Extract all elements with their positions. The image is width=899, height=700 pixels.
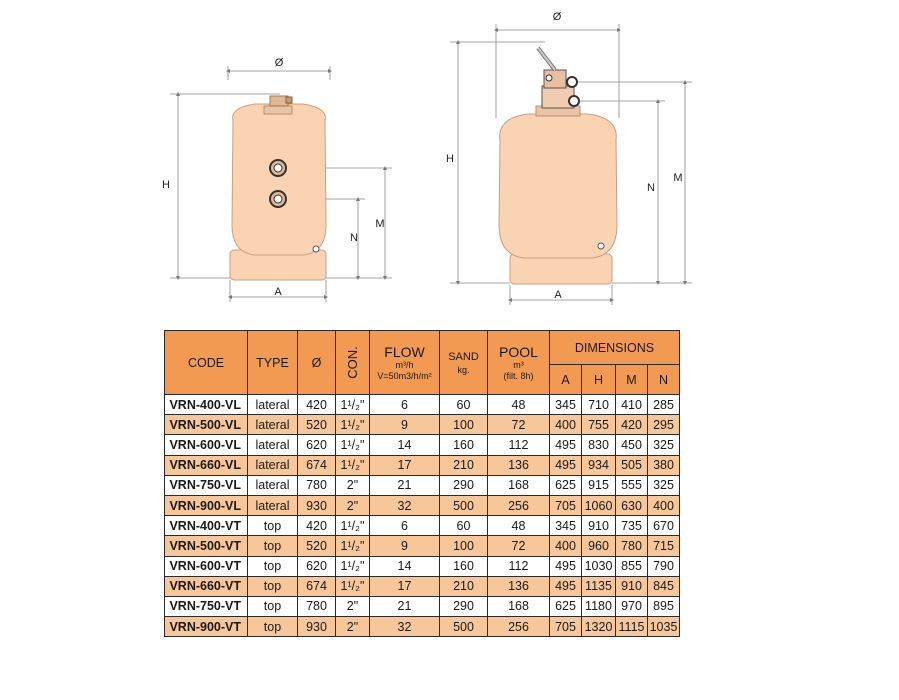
cell-n: 380 — [648, 455, 680, 475]
col-h-header: H — [582, 365, 616, 395]
cell-m: 555 — [616, 475, 648, 495]
cell-pool: 136 — [488, 455, 550, 475]
cell-flow: 21 — [370, 596, 440, 616]
pool-label: POOL — [499, 343, 538, 360]
cell-con: 1¹/₂" — [336, 455, 370, 475]
left-height-label: H — [162, 179, 170, 191]
cell-n: 1035 — [648, 617, 680, 637]
cell-code: VRN-500-VL — [165, 415, 248, 435]
cell-h: 915 — [582, 475, 616, 495]
cell-type: top — [248, 596, 298, 616]
table-row — [165, 596, 680, 616]
col-n-header: N — [648, 365, 680, 395]
cell-m: 855 — [616, 556, 648, 576]
cell-m: 735 — [616, 516, 648, 536]
table-row — [165, 536, 680, 556]
cell-m: 970 — [616, 596, 648, 616]
cell-flow: 6 — [370, 395, 440, 415]
cell-a: 400 — [550, 536, 582, 556]
right-diameter-label: Ø — [552, 11, 562, 23]
cell-h: 960 — [582, 536, 616, 556]
cell-h: 910 — [582, 516, 616, 536]
cell-pool: 136 — [488, 576, 550, 596]
cell-code: VRN-600-VL — [165, 435, 248, 455]
cell-a: 495 — [550, 556, 582, 576]
left-m-label: M — [375, 218, 385, 230]
cell-sand: 100 — [440, 415, 488, 435]
table-row — [165, 576, 680, 596]
cell-pool: 168 — [488, 475, 550, 495]
cell-code: VRN-660-VT — [165, 576, 248, 596]
cell-type: top — [248, 617, 298, 637]
cell-sand: 60 — [440, 516, 488, 536]
cell-code: VRN-900-VT — [165, 617, 248, 637]
cell-m: 505 — [616, 455, 648, 475]
cell-d: 674 — [298, 455, 336, 475]
lateral-filter-drawing — [162, 57, 392, 302]
table-row — [165, 556, 680, 576]
cell-pool: 256 — [488, 495, 550, 515]
cell-a: 345 — [550, 516, 582, 536]
cell-sand: 160 — [440, 556, 488, 576]
cell-m: 420 — [616, 415, 648, 435]
cell-sand: 60 — [440, 395, 488, 415]
con-label: CON. — [345, 346, 360, 379]
col-con-header — [336, 331, 370, 395]
cell-m: 780 — [616, 536, 648, 556]
cell-sand: 290 — [440, 596, 488, 616]
cell-flow: 21 — [370, 475, 440, 495]
flow-label: FLOW — [384, 343, 425, 360]
table-row — [165, 475, 680, 495]
col-type-header: TYPE — [248, 331, 298, 395]
table-row — [165, 495, 680, 515]
cell-type: lateral — [248, 395, 298, 415]
cell-code: VRN-500-VT — [165, 536, 248, 556]
cell-pool: 112 — [488, 435, 550, 455]
col-diameter-header: Ø — [298, 331, 336, 395]
cell-pool: 112 — [488, 556, 550, 576]
cell-d: 780 — [298, 475, 336, 495]
cell-con: 1¹/₂" — [336, 435, 370, 455]
filter-spec-table — [164, 330, 680, 637]
left-diameter-label: Ø — [274, 57, 284, 69]
cell-n: 400 — [648, 495, 680, 515]
cell-sand: 210 — [440, 576, 488, 596]
sand-label: SAND — [448, 351, 479, 363]
cell-a: 495 — [550, 576, 582, 596]
pool-note: (filt. 8h) — [503, 370, 534, 381]
col-pool-header — [488, 331, 550, 395]
cell-h: 830 — [582, 435, 616, 455]
cell-flow: 14 — [370, 435, 440, 455]
cell-m: 410 — [616, 395, 648, 415]
sand-unit: kg. — [457, 365, 470, 375]
cell-n: 790 — [648, 556, 680, 576]
flow-note: V=50m3/h/m² — [377, 370, 432, 381]
col-flow-header — [370, 331, 440, 395]
cell-h: 710 — [582, 395, 616, 415]
cell-pool: 48 — [488, 516, 550, 536]
cell-type: lateral — [248, 495, 298, 515]
cell-code: VRN-750-VT — [165, 596, 248, 616]
cell-flow: 17 — [370, 576, 440, 596]
cell-flow: 32 — [370, 617, 440, 637]
cell-code: VRN-750-VL — [165, 475, 248, 495]
cell-con: 1¹/₂" — [336, 536, 370, 556]
pool-unit: m³ — [513, 359, 524, 370]
cell-d: 620 — [298, 435, 336, 455]
table-row — [165, 435, 680, 455]
cell-d: 930 — [298, 495, 336, 515]
cell-type: lateral — [248, 415, 298, 435]
cell-m: 1115 — [616, 617, 648, 637]
cell-m: 910 — [616, 576, 648, 596]
cell-a: 495 — [550, 435, 582, 455]
cell-h: 1030 — [582, 556, 616, 576]
cell-a: 705 — [550, 617, 582, 637]
cell-sand: 500 — [440, 617, 488, 637]
cell-con: 1¹/₂" — [336, 556, 370, 576]
cell-h: 1320 — [582, 617, 616, 637]
cell-n: 895 — [648, 596, 680, 616]
cell-d: 930 — [298, 617, 336, 637]
cell-d: 420 — [298, 516, 336, 536]
cell-code: VRN-400-VT — [165, 516, 248, 536]
left-a-label: A — [274, 286, 282, 298]
cell-a: 625 — [550, 475, 582, 495]
right-m-label: M — [673, 172, 683, 184]
cell-n: 670 — [648, 516, 680, 536]
table-header — [165, 331, 680, 395]
cell-h: 1180 — [582, 596, 616, 616]
cell-d: 674 — [298, 576, 336, 596]
col-code-header: CODE — [165, 331, 248, 395]
cell-flow: 9 — [370, 536, 440, 556]
cell-sand: 210 — [440, 455, 488, 475]
cell-type: top — [248, 556, 298, 576]
cell-type: lateral — [248, 475, 298, 495]
cell-a: 400 — [550, 415, 582, 435]
table-row — [165, 617, 680, 637]
table-row — [165, 395, 680, 415]
cell-type: top — [248, 536, 298, 556]
table-body — [165, 395, 680, 637]
top-filter-drawing — [446, 11, 692, 305]
cell-d: 520 — [298, 415, 336, 435]
left-n-label: N — [350, 232, 358, 244]
cell-con: 1¹/₂" — [336, 395, 370, 415]
cell-m: 630 — [616, 495, 648, 515]
cell-con: 2" — [336, 617, 370, 637]
filter-dimension-diagram — [0, 0, 899, 320]
cell-code: VRN-900-VL — [165, 495, 248, 515]
cell-n: 845 — [648, 576, 680, 596]
cell-flow: 9 — [370, 415, 440, 435]
cell-d: 520 — [298, 536, 336, 556]
cell-code: VRN-400-VL — [165, 395, 248, 415]
dimensions-header: DIMENSIONS — [550, 331, 680, 365]
cell-n: 325 — [648, 435, 680, 455]
right-a-label: A — [554, 289, 562, 301]
cell-sand: 100 — [440, 536, 488, 556]
cell-h: 755 — [582, 415, 616, 435]
right-height-label: H — [446, 153, 454, 165]
cell-con: 2" — [336, 596, 370, 616]
cell-h: 934 — [582, 455, 616, 475]
cell-n: 325 — [648, 475, 680, 495]
cell-h: 1060 — [582, 495, 616, 515]
cell-a: 495 — [550, 455, 582, 475]
cell-m: 450 — [616, 435, 648, 455]
cell-pool: 256 — [488, 617, 550, 637]
cell-pool: 72 — [488, 415, 550, 435]
cell-pool: 72 — [488, 536, 550, 556]
table-row — [165, 455, 680, 475]
cell-con: 1¹/₂" — [336, 415, 370, 435]
cell-con: 1¹/₂" — [336, 516, 370, 536]
cell-a: 345 — [550, 395, 582, 415]
cell-code: VRN-660-VL — [165, 455, 248, 475]
cell-con: 1¹/₂" — [336, 576, 370, 596]
cell-a: 705 — [550, 495, 582, 515]
cell-a: 625 — [550, 596, 582, 616]
cell-type: lateral — [248, 455, 298, 475]
col-m-header: M — [616, 365, 648, 395]
cell-n: 285 — [648, 395, 680, 415]
cell-sand: 160 — [440, 435, 488, 455]
cell-d: 780 — [298, 596, 336, 616]
cell-con: 2" — [336, 495, 370, 515]
cell-code: VRN-600-VT — [165, 556, 248, 576]
cell-sand: 500 — [440, 495, 488, 515]
cell-con: 2" — [336, 475, 370, 495]
cell-flow: 14 — [370, 556, 440, 576]
cell-h: 1135 — [582, 576, 616, 596]
cell-pool: 168 — [488, 596, 550, 616]
flow-unit: m³/h — [395, 359, 414, 370]
cell-flow: 6 — [370, 516, 440, 536]
cell-flow: 17 — [370, 455, 440, 475]
cell-flow: 32 — [370, 495, 440, 515]
col-sand-header — [440, 331, 488, 395]
cell-type: lateral — [248, 435, 298, 455]
cell-type: top — [248, 576, 298, 596]
cell-sand: 290 — [440, 475, 488, 495]
table-row — [165, 415, 680, 435]
cell-d: 620 — [298, 556, 336, 576]
right-n-label: N — [647, 182, 655, 194]
table-row — [165, 516, 680, 536]
cell-n: 715 — [648, 536, 680, 556]
cell-type: top — [248, 516, 298, 536]
cell-pool: 48 — [488, 395, 550, 415]
cell-n: 295 — [648, 415, 680, 435]
col-a-header: A — [550, 365, 582, 395]
cell-d: 420 — [298, 395, 336, 415]
